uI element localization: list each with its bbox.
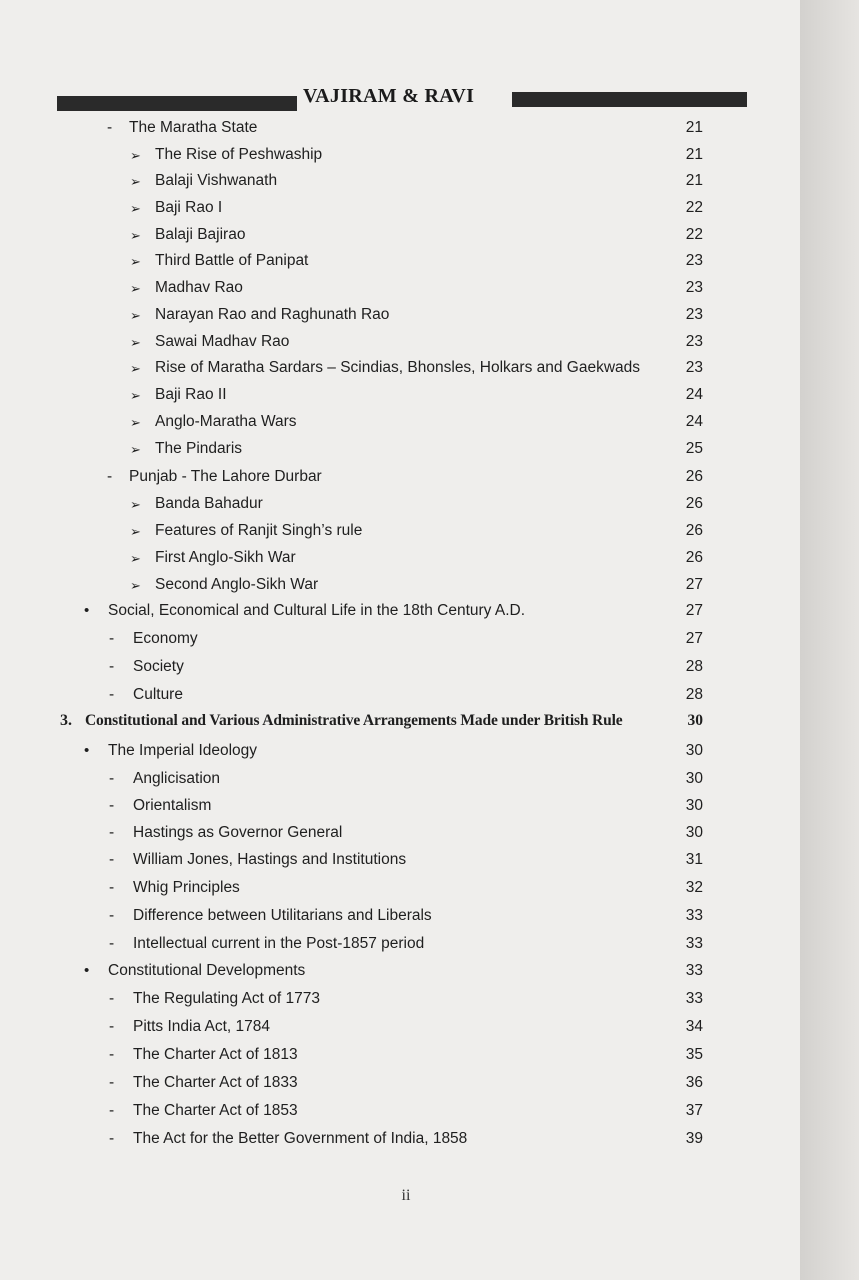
toc-entry-page: 33 [685, 935, 703, 952]
toc-entry [0, 600, 800, 624]
arrow-bullet-icon: ➢ [130, 388, 141, 403]
toc-entry-title: Orientalism [133, 797, 212, 814]
toc-entry [0, 170, 800, 194]
toc-entry-title: Constitutional and Various Administrative Arrangements Made under British Rule [85, 712, 623, 729]
toc-entry [0, 988, 800, 1012]
toc-entry-page: 26 [685, 468, 703, 485]
dash-marker: - [109, 686, 115, 703]
toc-entry [0, 304, 800, 328]
toc-entry-page: 27 [685, 576, 703, 593]
toc-entry-page: 26 [685, 495, 703, 512]
toc-entry [0, 574, 800, 598]
toc-entry-page: 35 [685, 1046, 703, 1063]
toc-entry-title: William Jones, Hastings and Institutions [133, 851, 407, 868]
toc-entry-title: Banda Bahadur [155, 495, 263, 512]
toc-entry-page: 32 [685, 879, 703, 896]
arrow-bullet-icon: ➢ [130, 308, 141, 323]
toc-entry-page: 28 [685, 686, 703, 703]
toc-entry-page: 37 [685, 1102, 703, 1119]
toc-entry-title: Balaji Bajirao [155, 226, 246, 243]
arrow-bullet-icon: ➢ [130, 524, 141, 539]
toc-entry [0, 438, 800, 462]
toc-entry-page: 34 [685, 1018, 703, 1035]
toc-entry-title: Difference between Utilitarians and Liberals [133, 907, 432, 924]
toc-entry-title: Social, Economical and Cultural Life in the 18th Century A.D. [108, 602, 526, 619]
toc-entry-title: Anglo-Maratha Wars [155, 413, 297, 430]
toc-entry [0, 250, 800, 274]
dash-marker: - [109, 935, 115, 952]
toc-entry-page: 27 [685, 602, 703, 619]
toc-entry-page: 30 [685, 742, 703, 759]
toc-entry [0, 768, 800, 792]
toc-entry-page: 23 [685, 359, 703, 376]
dash-marker: - [109, 1046, 115, 1063]
toc-entry [0, 628, 800, 652]
dash-marker: - [109, 907, 115, 924]
toc-entry-title: Economy [133, 630, 198, 647]
toc-entry [0, 411, 800, 435]
dash-marker: - [109, 630, 115, 647]
toc-entry-page: 30 [685, 770, 703, 787]
toc-entry [0, 277, 800, 301]
toc-entry-page: 23 [685, 279, 703, 296]
toc-entry [0, 822, 800, 846]
toc-entry-page: 23 [685, 252, 703, 269]
arrow-bullet-icon: ➢ [130, 497, 141, 512]
dash-marker: - [109, 1074, 115, 1091]
bullet-icon: • [84, 602, 90, 619]
toc-entry-page: 31 [685, 851, 703, 868]
dash-marker: - [109, 1130, 115, 1147]
toc-entry [0, 933, 800, 957]
toc-entry-page: 36 [685, 1074, 703, 1091]
toc-entry [0, 547, 800, 571]
bullet-icon: • [84, 742, 90, 759]
toc-entry [0, 795, 800, 819]
toc-entry [0, 357, 800, 381]
toc-entry [0, 1016, 800, 1040]
dash-marker: - [109, 851, 115, 868]
toc-entry-title: The Rise of Peshwaship [155, 146, 323, 163]
arrow-bullet-icon: ➢ [130, 201, 141, 216]
dash-marker: - [109, 797, 115, 814]
toc-entry [0, 849, 800, 873]
toc-entry-title: Balaji Vishwanath [155, 172, 278, 189]
toc-entry-title: The Imperial Ideology [108, 742, 258, 759]
toc-entry [0, 656, 800, 680]
toc-entry-page: 39 [685, 1130, 703, 1147]
toc-entry [0, 224, 800, 248]
toc-entry [0, 197, 800, 221]
toc-entry-page: 25 [685, 440, 703, 457]
toc-entry-page: 22 [685, 199, 703, 216]
toc-entry-page: 23 [685, 306, 703, 323]
dash-marker: - [109, 990, 115, 1007]
toc-entry-title: The Regulating Act of 1773 [133, 990, 320, 1007]
dash-marker: - [109, 1018, 115, 1035]
toc-entry-title: Baji Rao II [155, 386, 227, 403]
toc-entry-title: Intellectual current in the Post-1857 period [133, 935, 425, 952]
toc-entry-title: Anglicisation [133, 770, 221, 787]
toc-entry-title: The Maratha State [129, 119, 258, 136]
toc-entry-title: Baji Rao I [155, 199, 223, 216]
toc-entry-page: 33 [685, 990, 703, 1007]
toc-entry [0, 144, 800, 168]
toc-entry-page: 21 [685, 146, 703, 163]
toc-entry [0, 960, 800, 984]
toc-entry-title: Features of Ranjit Singh’s rule [155, 522, 363, 539]
bullet-icon: • [84, 962, 90, 979]
toc-entry [0, 877, 800, 901]
toc-entry-title: Madhav Rao [155, 279, 243, 296]
toc-entry-title: Narayan Rao and Raghunath Rao [155, 306, 390, 323]
arrow-bullet-icon: ➢ [130, 254, 141, 269]
dash-marker: - [107, 468, 113, 485]
toc-entry-title: Rise of Maratha Sardars – Scindias, Bhonsles, Holkars and Gaekwads [155, 359, 641, 376]
toc-entry-title: Society [133, 658, 184, 675]
toc-entry-title: Second Anglo-Sikh War [155, 576, 319, 593]
dash-marker: - [109, 824, 115, 841]
toc-entry-title: Punjab - The Lahore Durbar [129, 468, 322, 485]
toc-entry-title: Constitutional Developments [108, 962, 306, 979]
chapter-number: 3. [60, 712, 72, 729]
arrow-bullet-icon: ➢ [130, 148, 141, 163]
toc-entry-page: 23 [685, 333, 703, 350]
publisher-title: VAJIRAM & RAVI [303, 85, 475, 107]
toc-entry-title: The Charter Act of 1853 [133, 1102, 298, 1119]
arrow-bullet-icon: ➢ [130, 361, 141, 376]
toc-entry-title: Sawai Madhav Rao [155, 333, 290, 350]
page-edge-shadow [800, 0, 859, 1280]
toc-entry [0, 520, 800, 544]
toc-entry [0, 493, 800, 517]
arrow-bullet-icon: ➢ [130, 442, 141, 457]
dash-marker: - [107, 119, 113, 136]
arrow-bullet-icon: ➢ [130, 281, 141, 296]
toc-entry-page: 30 [687, 712, 703, 729]
arrow-bullet-icon: ➢ [130, 551, 141, 566]
toc-entry-title: The Charter Act of 1833 [133, 1074, 298, 1091]
toc-entry [0, 740, 800, 764]
toc-entry-page: 30 [685, 797, 703, 814]
toc-entry-page: 27 [685, 630, 703, 647]
toc-entry [0, 384, 800, 408]
arrow-bullet-icon: ➢ [130, 228, 141, 243]
toc-entry-title: Third Battle of Panipat [155, 252, 309, 269]
arrow-bullet-icon: ➢ [130, 415, 141, 430]
toc-entry [0, 1100, 800, 1124]
toc-entry-page: 28 [685, 658, 703, 675]
toc-entry [0, 117, 800, 141]
toc-entry-page: 22 [685, 226, 703, 243]
arrow-bullet-icon: ➢ [130, 578, 141, 593]
arrow-bullet-icon: ➢ [130, 174, 141, 189]
toc-entry [0, 905, 800, 929]
toc-entry-title: Culture [133, 686, 183, 703]
page-number: ii [401, 1187, 411, 1204]
toc-entry-page: 21 [685, 119, 703, 136]
dash-marker: - [109, 770, 115, 787]
toc-entry-title: The Pindaris [155, 440, 243, 457]
toc-entry-page: 24 [685, 386, 703, 403]
dash-marker: - [109, 658, 115, 675]
toc-entry [0, 684, 800, 708]
toc-entry-title: Pitts India Act, 1784 [133, 1018, 271, 1035]
toc-entry-page: 33 [685, 962, 703, 979]
toc-entry [0, 331, 800, 355]
toc-entry-page: 26 [685, 549, 703, 566]
toc-entry [0, 710, 800, 734]
toc-entry [0, 1128, 800, 1152]
toc-entry-page: 24 [685, 413, 703, 430]
arrow-bullet-icon: ➢ [130, 335, 141, 350]
toc-entry-title: Whig Principles [133, 879, 240, 896]
toc-entry-page: 21 [685, 172, 703, 189]
toc-entry [0, 1072, 800, 1096]
toc-entry-title: First Anglo-Sikh War [155, 549, 296, 566]
toc-entry-page: 30 [685, 824, 703, 841]
toc-entry-page: 26 [685, 522, 703, 539]
toc-entry-title: Hastings as Governor General [133, 824, 343, 841]
toc-entry [0, 1044, 800, 1068]
toc-entry [0, 466, 800, 490]
toc-entry-title: The Charter Act of 1813 [133, 1046, 298, 1063]
dash-marker: - [109, 1102, 115, 1119]
toc-entry-page: 33 [685, 907, 703, 924]
toc-entry-title: The Act for the Better Government of India, 1858 [133, 1130, 468, 1147]
dash-marker: - [109, 879, 115, 896]
